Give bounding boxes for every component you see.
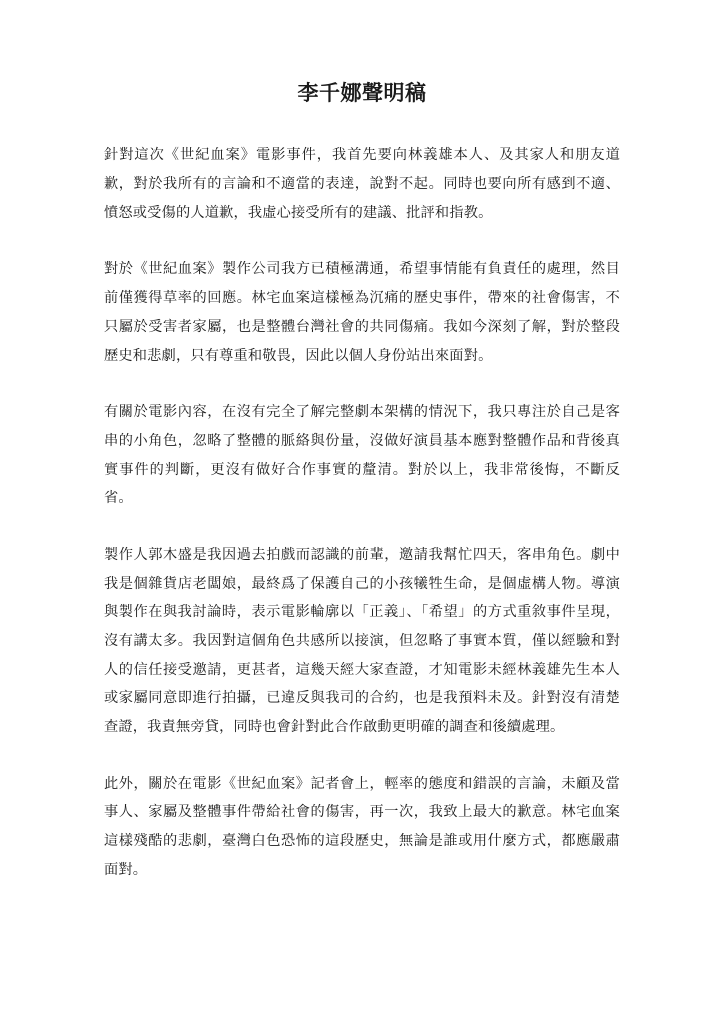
paragraph-2: 對於《世紀血案》製作公司我方已積極溝通，希望事情能有負責任的處理，然目前僅獲得草率的回應。林宅血案這樣極為沉痛的歷史事件，帶來的社會傷害，不只屬於受害者家屬，也是整體台灣社會的共同傷痛。我如今深刻了解，對於整段歷史和悲劇，只有尊重和敬畏，因此以個人身份站出來面對。 [104,261,620,364]
paragraph-4: 製作人郭木盛是我因過去拍戲而認識的前輩，邀請我幫忙四天，客串角色。劇中我是個雜貨店老闆娘，最終爲了保護自己的小孩犧牲生命，是個虛構人物。導演與製作在與我討論時，表示電影輪廓以「正義」、「希望」的方式重敘事件呈現，沒有講太多。我因對這個角色共感所以接演，但忽略了事實本質，僅以經驗和對人的信任接受邀請，更甚者，這幾天經大家查證，才知電影未經林義雄先生本人或家屬同意即進行拍攝，已違反與我司的合約，也是我預料未及。針對沒有清楚查證，我責無旁貸，同時也會針對此合作啟動更明確的調查和後續處理。 [104,546,620,736]
paragraph-3: 有關於電影內容，在沒有完全了解完整劇本架構的情況下，我只專注於自己是客串的小角色，忽略了整體的脈絡與份量，沒做好演員基本應對整體作品和背後真實事件的判斷，更沒有做好合作事實的釐清。對於以上，我非常後悔，不斷反省。 [104,404,620,507]
paragraph-5: 此外，關於在電影《世紀血案》記者會上，輕率的態度和錯誤的言論，未顧及當事人、家屬及整體事件帶給社會的傷害，再一次，我致上最大的歉意。林宅血案這樣殘酷的悲劇，臺灣白色恐怖的這段歷史，無論是誰或用什麼方式，都應嚴肅面對。 [104,775,620,878]
page-title: 李千娜聲明稿 [297,80,427,105]
paragraph-1: 針對這次《世紀血案》電影事件，我首先要向林義雄本人、及其家人和朋友道歉，對於我所有的言論和不適當的表達，說對不起。同時也要向所有感到不適、憤怒或受傷的人道歉，我虛心接受所有的建議、批評和指教。 [104,147,620,221]
